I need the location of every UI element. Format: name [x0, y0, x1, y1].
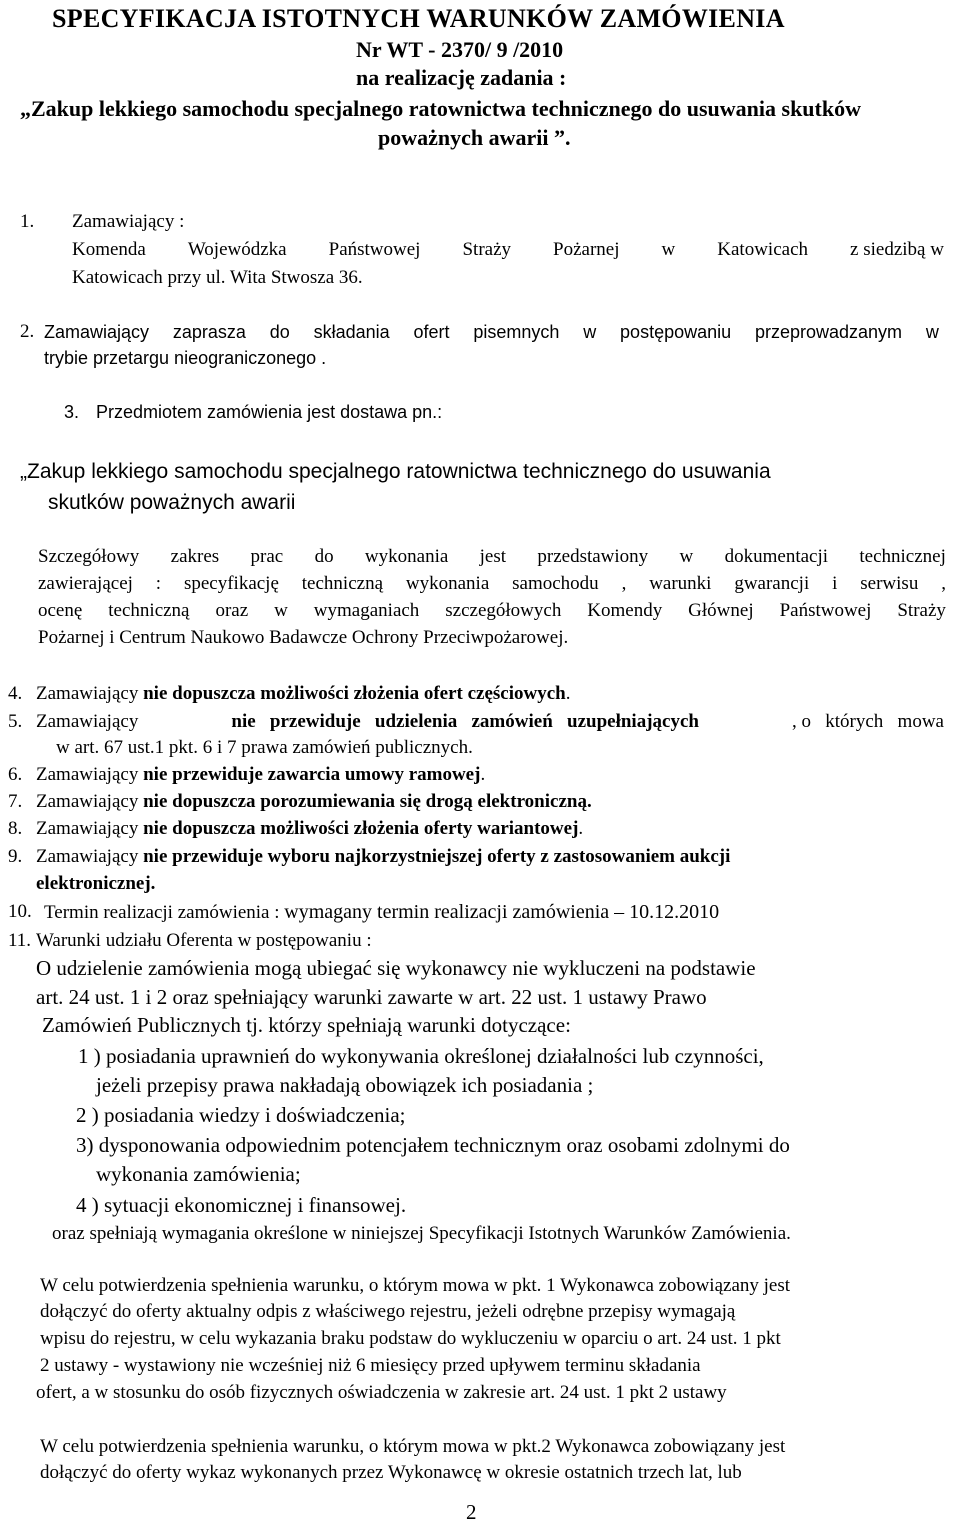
item-7-number: 7. — [8, 791, 23, 812]
item-10: Termin realizacji zamówienia : wymagany termin realizacji zamówienia – 10.12.2010 — [44, 901, 720, 923]
section-1-line1: Komenda Wojewódzka Państwowej Straży Pożarnej w Katowicach z siedzibą w — [72, 239, 944, 260]
item-4-number: 4. — [8, 683, 23, 704]
condition-3-line2: wykonania zamówienia; — [96, 1162, 301, 1186]
confirm-1-line4: 2 ustawy - wystawiony nie wcześniej niż 6 miesięcy przed upływem terminu składania — [40, 1355, 701, 1376]
document-title: SPECYFIKACJA ISTOTNYCH WARUNKÓW ZAMÓWIENIA — [52, 4, 785, 33]
item-11-number: 11. — [8, 930, 32, 951]
order-subject-line1: „Zakup lekkiego samochodu specjalnego ratownictwa technicznego do usuwania — [20, 460, 771, 483]
conditions-line2: art. 24 ust. 1 i 2 oraz spełniający warunki zawarte w art. 22 ust. 1 ustawy Prawo — [36, 985, 707, 1009]
confirm-1-line2: dołączyć do oferty aktualny odpis z właściwego rejestru, jeżeli odrębne przepisy wymagają — [40, 1301, 736, 1322]
item-8-number: 8. — [8, 818, 23, 839]
item-5-number: 5. — [8, 711, 23, 732]
detail-line4: Pożarnej i Centrum Naukowo Badawcze Ochrony Przeciwpożarowej. — [38, 627, 569, 648]
page-number: 2 — [466, 1500, 477, 1524]
condition-4: 4 ) sytuacji ekonomicznej i finansowej. — [76, 1193, 407, 1217]
condition-2: 2 ) posiadania wiedzy i doświadczenia; — [76, 1103, 406, 1127]
confirm-2-line2: dołączyć do oferty wykaz wykonanych przez Wykonawcę w okresie ostatnich trzech lat, lub — [40, 1462, 742, 1483]
item-9-number: 9. — [8, 846, 23, 867]
section-2-number: 2. — [20, 321, 35, 342]
task-subject-line2: poważnych awarii ”. — [378, 125, 571, 150]
item-10-number: 10. — [8, 901, 32, 922]
item-9-line2: elektronicznej. — [36, 873, 156, 894]
condition-1-line2: jeżeli przepisy prawa nakładają obowiązek ich posiadania ; — [96, 1073, 594, 1097]
section-1-line2: Katowicach przy ul. Wita Stwosza 36. — [72, 267, 363, 288]
item-8: Zamawiający nie dopuszcza możliwości złożenia oferty wariantowej. — [36, 818, 584, 839]
confirm-1-line5: ofert, a w stosunku do osób fizycznych oświadczenia w zakresie art. 24 ust. 1 pkt 2 ustawy — [36, 1382, 727, 1403]
condition-3-line1: 3) dysponowania odpowiednim potencjałem technicznym oraz osobami zdolnymi do — [76, 1133, 790, 1157]
item-6-number: 6. — [8, 764, 23, 785]
conditions-line3: Zamówień Publicznych tj. którzy spełniają warunki dotyczące: — [42, 1013, 571, 1037]
item-5-line1: Zamawiający nie przewiduje udzielenia zamówień uzupełniających , o których mowa — [36, 711, 944, 732]
confirm-1-line3: wpisu do rejestru, w celu wykazania braku podstaw do wykluczeniu w oparciu o art. 24 ust. 1 pkt — [40, 1328, 781, 1349]
section-3-number: 3. — [64, 402, 80, 422]
section-2-line1: Zamawiający zaprasza do składania ofert pisemnych w postępowaniu przeprowadzanym w — [44, 322, 939, 342]
order-subject-line2: skutków poważnych awarii — [48, 491, 296, 514]
tender-number: Nr WT - 2370/ 9 /2010 — [356, 37, 564, 62]
section-1-label: Zamawiający : — [72, 211, 185, 232]
task-intro: na realizację zadania : — [356, 65, 567, 90]
confirm-1-line1: W celu potwierdzenia spełnienia warunku, o którym mowa w pkt. 1 Wykonawca zobowiązany jest — [40, 1275, 791, 1296]
item-9-line1: Zamawiający nie przewiduje wyboru najkorzystniejszej oferty z zastosowaniem aukcji — [36, 846, 731, 867]
condition-1-line1: 1 ) posiadania uprawnień do wykonywania określonej działalności lub czynności, — [78, 1044, 764, 1068]
conditions-summary: oraz spełniają wymagania określone w niniejszej Specyfikacji Istotnych Warunków Zamówienia. — [52, 1223, 791, 1244]
item-7: Zamawiający nie dopuszcza porozumiewania się drogą elektroniczną. — [36, 791, 592, 812]
confirm-2-line1: W celu potwierdzenia spełnienia warunku, o którym mowa w pkt.2 Wykonawca zobowiązany jest — [40, 1436, 786, 1457]
task-subject-line1: „Zakup lekkiego samochodu specjalnego ratownictwa technicznego do usuwania skutków — [20, 96, 861, 121]
conditions-line1: O udzielenie zamówienia mogą ubiegać się wykonawcy nie wykluczeni na podstawie — [36, 956, 756, 980]
item-11-label: Warunki udziału Oferenta w postępowaniu : — [36, 930, 372, 951]
detail-line1: Szczegółowy zakres prac do wykonania jest przedstawiony w dokumentacji technicznej — [38, 546, 946, 567]
item-5-line2: w art. 67 ust.1 pkt. 6 i 7 prawa zamówień publicznych. — [56, 737, 473, 758]
detail-line3: ocenę techniczną oraz w wymaganiach szczegółowych Komendy Głównej Państwowej Straży — [38, 600, 946, 621]
item-6: Zamawiający nie przewiduje zawarcia umowy ramowej. — [36, 764, 486, 785]
section-3-label: Przedmiotem zamówienia jest dostawa pn.: — [96, 402, 443, 422]
item-4: Zamawiający nie dopuszcza możliwości złożenia ofert częściowych. — [36, 683, 571, 704]
section-1-number: 1. — [20, 211, 35, 232]
detail-line2: zawierającej : specyfikację techniczną wykonania samochodu , warunki gwarancji i serwisu , — [38, 573, 946, 594]
section-2-line2: trybie przetargu nieograniczonego . — [44, 348, 327, 368]
